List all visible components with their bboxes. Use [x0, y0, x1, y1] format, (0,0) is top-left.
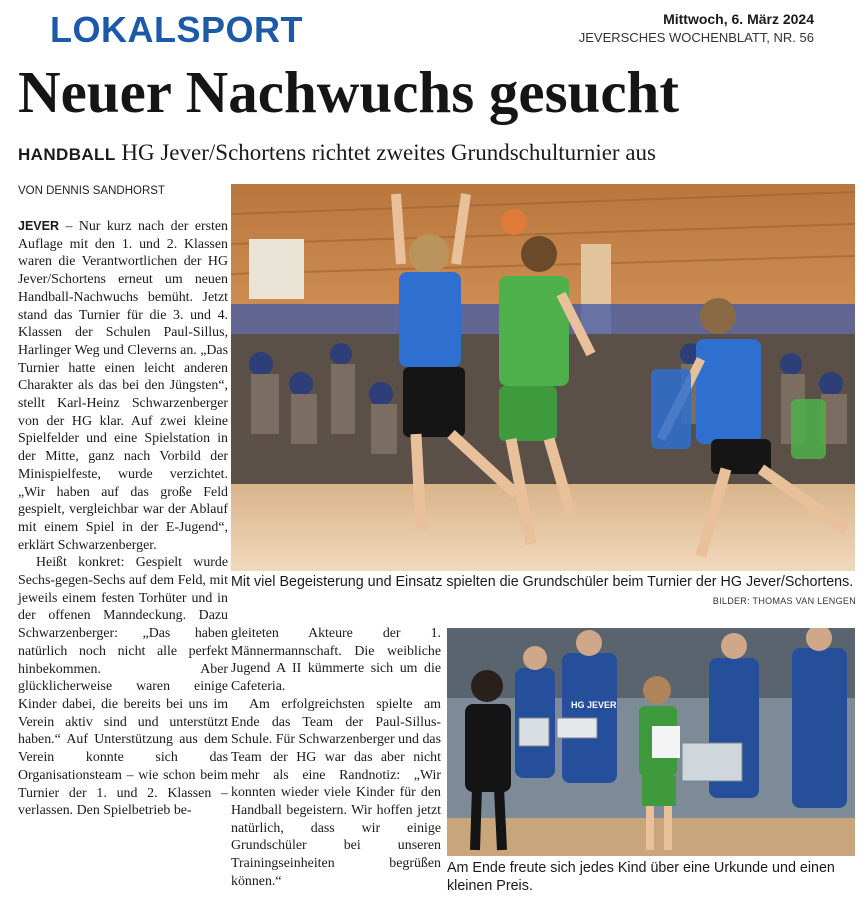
jersey-text: HG JEVER	[571, 700, 617, 710]
article-column-1	[18, 218, 228, 820]
dateline	[579, 10, 814, 48]
subheadline-row	[18, 139, 656, 169]
paper-name: JEVERSCHES WOCHENBLATT, NR. 56	[578, 30, 814, 45]
match-photo-illustration	[231, 184, 855, 571]
dateline-city: JEVER	[18, 219, 59, 233]
byline: VON DENNIS SANDHORST	[18, 185, 165, 197]
paragraph: gleiteten Akteure der 1. Männermannschaft. Die weibliche Jugend A II kümmerte sich um die Cafeteria.	[231, 626, 441, 695]
subheadline: HG Jever/Schortens richtet zweites Grundschulturnier aus	[121, 140, 656, 165]
article-column-2	[231, 625, 441, 891]
paragraph: Am erfolgreichsten spielte am Ende das Team der Paul-Sillus-Schule. Für Schwarzenberger und das Team der HG war das aber nicht mehr als eine Randnotiz: „Wir konnten wieder viele Kinder für den Handball begeistern. Wir hoffen jetzt natürlich, dass wir einige Grundschüler bei unseren Trainingseinheiten begrüßen können.“	[231, 696, 441, 889]
prize-crate-icon	[519, 718, 549, 746]
certificate-icon	[652, 726, 680, 758]
prize-crate-icon	[557, 718, 597, 738]
issue-date: Mittwoch, 6. März 2024	[663, 11, 814, 27]
match-photo	[231, 184, 855, 571]
award-photo	[447, 628, 855, 856]
photo-credit: BILDER: THOMAS VAN LENGEN	[712, 596, 856, 606]
caption-2: Am Ende freute sich jedes Kind über eine Urkunde und einen kleinen Preis.	[447, 860, 835, 894]
paragraph-text: – Nur kurz nach der ersten Auflage mit den 1. und 2. Klassen waren die Verantwortlichen der HG Jever/Schortens erneut um neuen Handball-Nachwuchs bemüht. Jetzt stand das Turnier für die 3. und 4. Klassen der Schulen Paul-Sillus, Harlinger Weg und Cleverns an. „Das Turnier hatte einen leicht anderen Charakter als das bei den Jüngsten“, stellt Karl-Heinz Schwarzenberger von der HG klar. Auf zwei kleine Spielfelder und eine Spielstation in der Mitte, ganz nach Vorbild der Minispielfeste, wurde verzichtet. „Wir haben auf das große Feld gespielt, vergleichbar war der Ablauf mit einem Spiel in der E-Jugend“, erklärt Schwarzenberger.	[18, 219, 229, 553]
paragraph: Heißt konkret: Gespielt wurde Sechs-gegen-Sechs auf dem Feld, mit jeweils einem festen Torhüter und in der offenen Manndeckung. Dazu Schwarzenberger: „Das haben natürlich noch nicht alle perfekt hinbekommen. Aber glücklicherweise waren einige Kinder dabei, die bereits bei uns im Verein aktiv sind und unterstützt haben.“ Auf Unterstützung aus dem Verein konnte sich das Organisationsteam – wie schon beim Turnier der 1. und 2. Klassen – verlassen. Den Spielbetrieb be-	[18, 555, 228, 819]
prize-crate-icon	[682, 743, 742, 781]
section-title: LOKALSPORT	[50, 9, 303, 50]
caption-1: Mit viel Begeisterung und Einsatz spielten die Grundschüler beim Turnier der HG Jever/Schortens.	[231, 574, 854, 590]
kicker: HANDBALL	[18, 145, 116, 164]
award-photo-illustration	[447, 628, 855, 856]
handball	[501, 209, 527, 235]
paragraph	[18, 218, 228, 554]
headline: Neuer Nachwuchs gesucht	[18, 59, 680, 125]
